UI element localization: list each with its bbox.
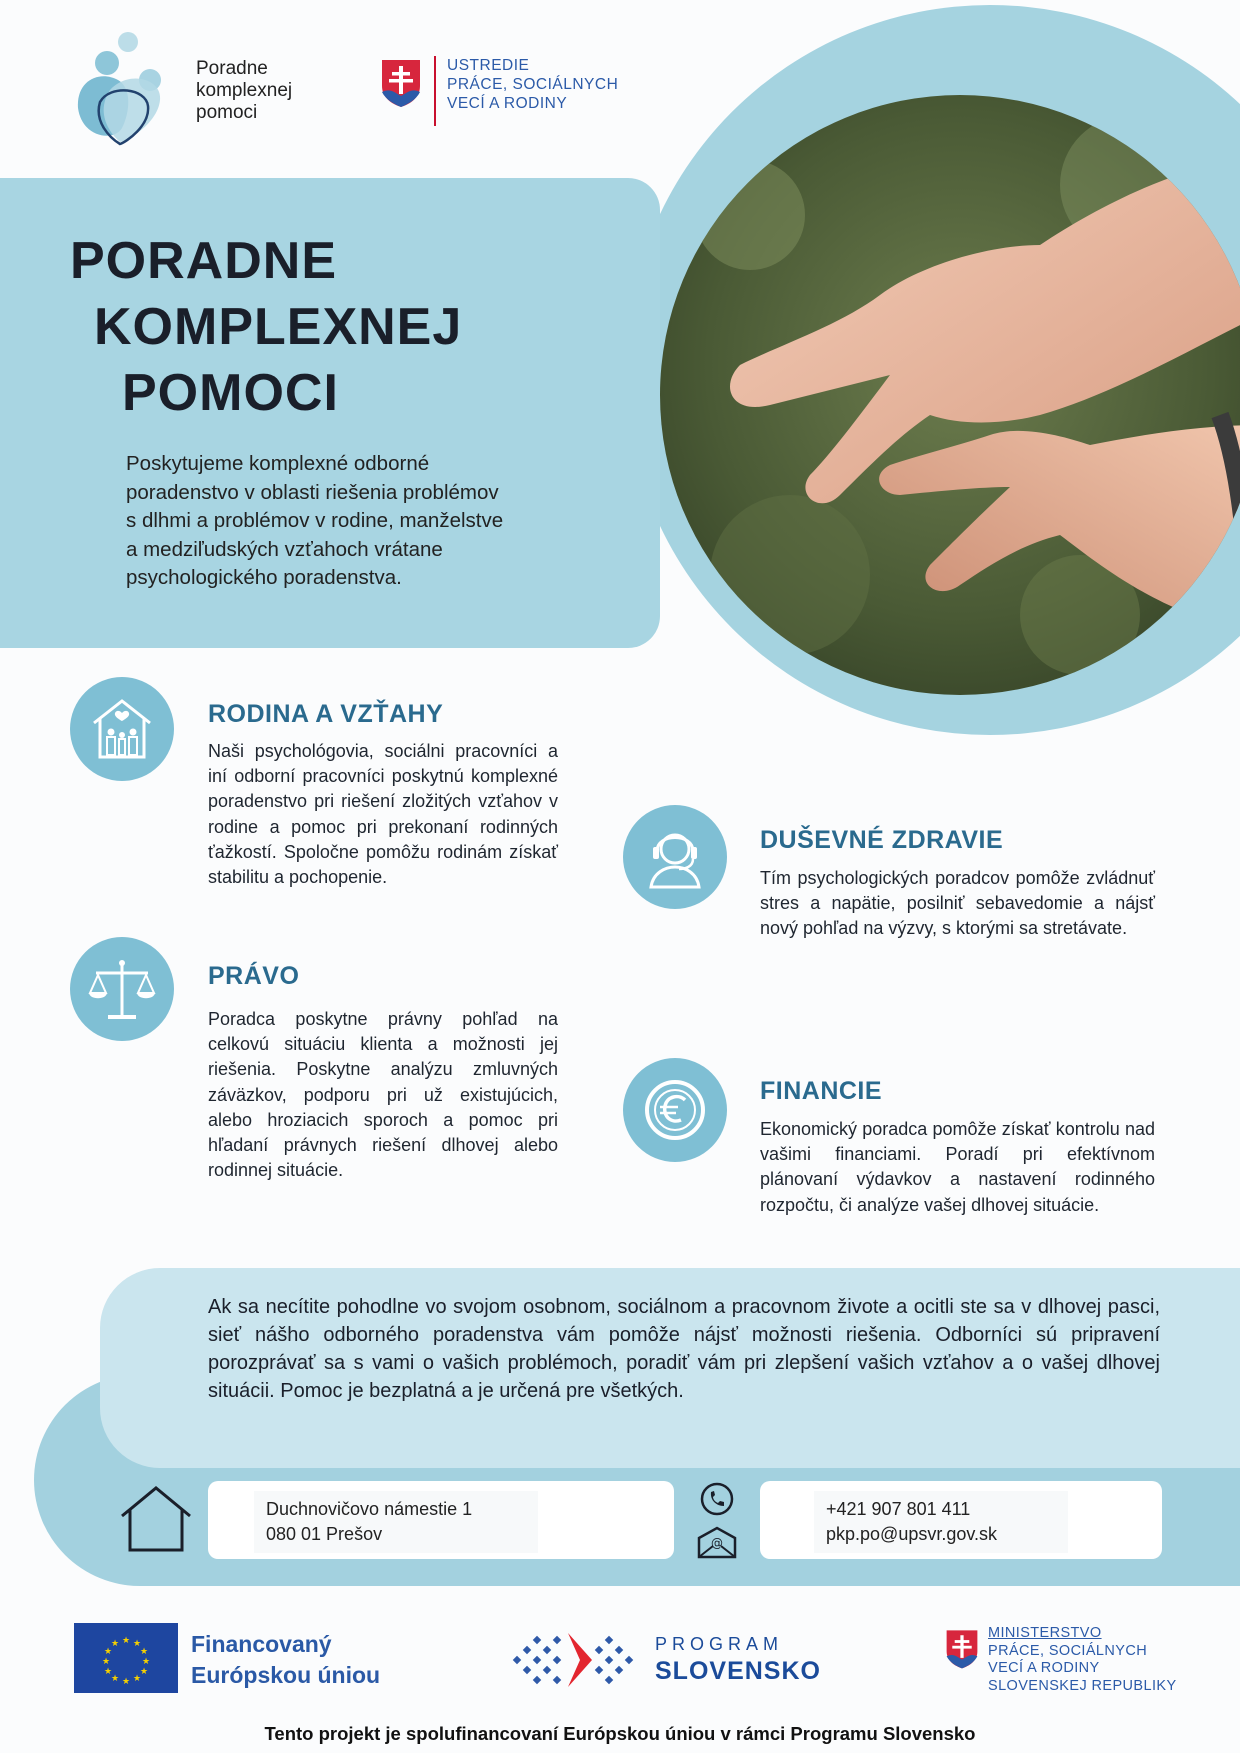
- hands-reaching-photo: [660, 95, 1240, 695]
- service-text-finance: Ekonomický poradca pomôže získať kontrolu nad vašimi financiami. Poradí pri efektívnom plánovaní výdavkov a nastavení rodinného rozpočtu, či analýze vašej dlhovej situácie.: [760, 1119, 1155, 1215]
- phone-number[interactable]: +421 907 801 411: [826, 1499, 971, 1519]
- svg-text:★: ★: [110, 1639, 120, 1649]
- address-box: [208, 1481, 674, 1559]
- svg-text:★: ★: [103, 1647, 113, 1657]
- phone-email-box: [760, 1481, 1162, 1559]
- intro-line: a medziľudských vzťahoch vrátane: [126, 537, 443, 561]
- slovak-coat-of-arms-icon: [945, 1628, 979, 1670]
- email-icon: [696, 1526, 738, 1560]
- svg-text:★: ★: [101, 1657, 111, 1667]
- svg-text:★: ★: [139, 1667, 149, 1677]
- intro-line: psychologického poradenstva.: [126, 566, 402, 589]
- slovak-coat-of-arms-icon: [380, 58, 422, 108]
- svg-text:★: ★: [121, 1677, 131, 1687]
- svg-text:★: ★: [110, 1674, 120, 1684]
- upsvr-line: PRÁCE, SOCIÁLNYCH: [447, 76, 619, 93]
- svg-text:★: ★: [132, 1674, 142, 1684]
- intro-line: Poskytujeme komplexné odborné: [126, 452, 430, 475]
- ministry-line: VECÍ A RODINY: [988, 1660, 1100, 1676]
- service-title-law: PRÁVO: [208, 962, 300, 990]
- intro-line: poradenstvo v oblasti riešenia problémov: [126, 480, 499, 504]
- service-title-mental-health: DUŠEVNÉ ZDRAVIE: [760, 826, 1004, 854]
- ministry-line: PRÁCE, SOCIÁLNYCH: [988, 1642, 1148, 1659]
- help-message: Ak sa necítite pohodlne vo svojom osobnom, sociálnom a pracovnom živote a ocitli ste sa v dlhovej pasci, sieť nášho odborného poradenstva vám pomôže nájsť možnosti riešenia. Odborníci sú pripravení porozprávať sa s vami o vašich problémoch, poradiť vám pri zlepšení vašich vzťahov a o vašej dlhovej situácii. Pomoc je bezplatná a je určená pre všetkých.: [208, 1296, 1160, 1402]
- house-icon: [118, 1484, 194, 1554]
- ministry-line: MINISTERSTVO: [988, 1625, 1102, 1641]
- service-text-family: Naši psychológovia, sociálni pracovníci a iní odborní pracovníci poskytnú komplexné poradenstvo pri riešení zložitých vzťahov v rodine a pomoc pri prekonaní rodinných ťažkostí. Spoločne pomôžu rodinám získať stabilitu a pochopenie.: [208, 741, 558, 888]
- eu-line: Financovaný: [191, 1631, 332, 1657]
- eu-line: Európskou úniou: [191, 1662, 381, 1688]
- intro-line: s dlhmi a problémov v rodine, manželstve: [126, 509, 504, 532]
- program-slovensko-logo-icon: [510, 1627, 645, 1697]
- svg-text:★: ★: [121, 1636, 131, 1646]
- logo-divider: [434, 56, 436, 126]
- service-title-family: RODINA A VZŤAHY: [208, 700, 444, 728]
- euro-coin-icon: [623, 1058, 727, 1162]
- service-text-mental-health: Tím psychologických poradcov pomôže zvládnuť stres a napätie, posilniť sebavedomie a nájsť nový pohľad na výzvy, s ktorými sa stretávate.: [760, 868, 1155, 939]
- family-house-icon: [70, 677, 174, 781]
- scales-icon: [70, 937, 174, 1041]
- pkp-logo-line: komplexnej: [196, 80, 293, 101]
- ministry-logo-text: [988, 1625, 1177, 1695]
- title-line: PORADNE: [70, 232, 338, 290]
- svg-text:★: ★: [141, 1657, 151, 1667]
- page-title: [70, 228, 462, 426]
- pkp-logo-line: pomoci: [196, 102, 258, 123]
- svg-text:★: ★: [103, 1667, 113, 1677]
- pkp-logo-line: Poradne: [196, 58, 268, 79]
- phone-icon: [698, 1482, 736, 1516]
- program-text: PROGRAM: [655, 1634, 784, 1654]
- eu-funding-text: [191, 1629, 380, 1691]
- address-line: Duchnovičovo námestie 1: [266, 1499, 473, 1519]
- funding-note: Tento projekt je spolufinancovaní Európskou úniou v rámci Programu Slovensko: [264, 1723, 976, 1744]
- svg-text:★: ★: [132, 1639, 142, 1649]
- upsvr-line: USTREDIE: [447, 57, 530, 74]
- ministry-line: SLOVENSKEJ REPUBLIKY: [988, 1677, 1177, 1694]
- svg-text:★: ★: [139, 1647, 149, 1657]
- service-text-law: Poradca poskytne právny pohľad na celkovú situáciu klienta a možnosti jej riešenia. Poskytne analýzu zmluvných záväzkov, podporu pri už existujúcich, alebo hroziacich sporoch a pomoc pri hľadaní právnych riešení dlhovej alebo rodinnej situácie.: [208, 1009, 558, 1181]
- title-line: KOMPLEXNEJ: [94, 298, 463, 356]
- pkp-logo-icon: [70, 30, 182, 150]
- svg-text:@: @: [711, 1536, 723, 1550]
- upsvr-logo-text: [447, 56, 618, 113]
- headset-agent-icon: [623, 805, 727, 909]
- upsvr-line: VECÍ A RODINY: [447, 95, 568, 112]
- title-line: POMOCI: [122, 364, 339, 422]
- eu-flag-icon: [74, 1623, 178, 1693]
- intro-paragraph: [126, 450, 566, 593]
- address-line: 080 01 Prešov: [266, 1524, 383, 1544]
- email-address[interactable]: pkp.po@upsvr.gov.sk: [826, 1524, 998, 1544]
- slovensko-text: SLOVENSKO: [655, 1657, 821, 1685]
- service-title-finance: FINANCIE: [760, 1077, 883, 1105]
- pkp-logo-text: [196, 58, 292, 124]
